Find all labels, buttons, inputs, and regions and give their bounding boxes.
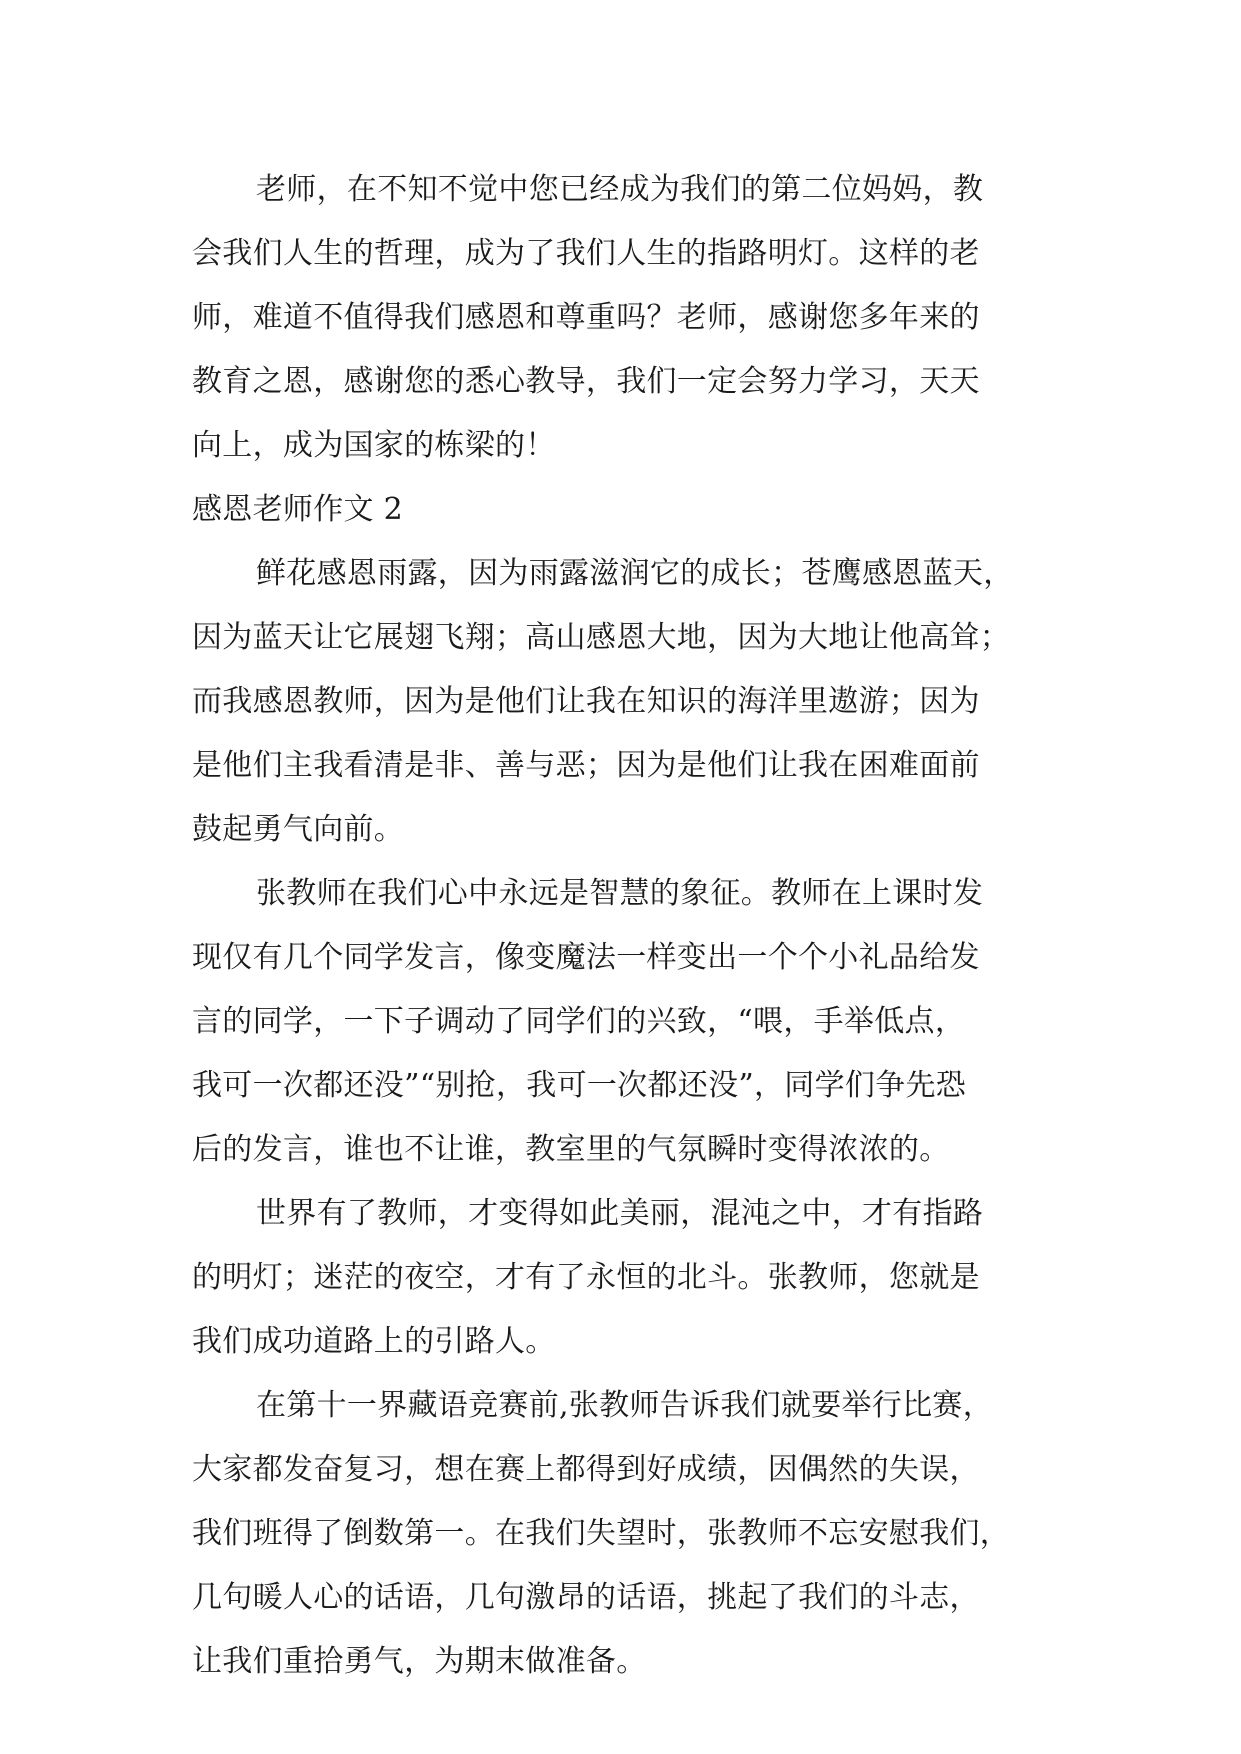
text-line: 老师，在不知不觉中您已经成为我们的第二位妈妈，教 xyxy=(256,172,984,207)
text-line: 世界有了教师，才变得如此美丽，混沌之中，才有指路 xyxy=(256,1196,984,1231)
text-line: 我可一次都还没”“别抢，我可一次都还没”，同学们争先恐 xyxy=(192,1068,967,1103)
text-line: 教育之恩，感谢您的悉心教导，我们一定会努力学习，天天 xyxy=(192,364,980,399)
text-line: 我们班得了倒数第一。在我们失望时，张教师不忘安慰我们， xyxy=(192,1516,1011,1551)
paragraph-2 xyxy=(192,542,1060,862)
document-body xyxy=(192,158,1060,1694)
text-line: 的明灯；迷茫的夜空，才有了永恒的北斗。张教师，您就是 xyxy=(192,1260,980,1295)
text-line: 师，难道不值得我们感恩和尊重吗？老师，感谢您多年来的 xyxy=(192,300,980,335)
text-line: 后的发言，谁也不让谁，教室里的气氛瞬时变得浓浓的。 xyxy=(192,1132,950,1167)
paragraph-1 xyxy=(192,158,1060,478)
text-line: 向上，成为国家的栋梁的！ xyxy=(192,428,556,463)
text-line: 我们成功道路上的引路人。 xyxy=(192,1324,556,1359)
paragraph-4 xyxy=(192,1182,1060,1374)
text-line: 几句暖人心的话语，几句激昂的话语，挑起了我们的斗志， xyxy=(192,1580,980,1615)
text-line: 在第十一界藏语竞赛前,张教师告诉我们就要举行比赛， xyxy=(256,1388,994,1423)
text-line: 而我感恩教师，因为是他们让我在知识的海洋里遨游；因为 xyxy=(192,684,980,719)
text-line: 鲜花感恩雨露，因为雨露滋润它的成长；苍鹰感恩蓝天， xyxy=(256,556,1014,591)
text-line: 鼓起勇气向前。 xyxy=(192,812,405,847)
paragraph-5 xyxy=(192,1374,1060,1694)
text-line: 现仅有几个同学发言，像变魔法一样变出一个个小礼品给发 xyxy=(192,940,980,975)
text-line: 大家都发奋复习，想在赛上都得到好成绩，因偶然的失误， xyxy=(192,1452,980,1487)
text-line: 是他们主我看清是非、善与恶；因为是他们让我在困难面前 xyxy=(192,748,980,783)
text-line: 言的同学，一下子调动了同学们的兴致，“喂，手举低点， xyxy=(192,1004,966,1039)
text-line: 会我们人生的哲理，成为了我们人生的指路明灯。这样的老 xyxy=(192,236,980,271)
paragraph-3 xyxy=(192,862,1060,1182)
text-line: 让我们重拾勇气，为期末做准备。 xyxy=(192,1644,647,1679)
text-line: 张教师在我们心中永远是智慧的象征。教师在上课时发 xyxy=(256,876,984,911)
section-heading: 感恩老师作文 2 xyxy=(192,492,404,527)
text-line: 因为蓝天让它展翅飞翔；高山感恩大地，因为大地让他高耸； xyxy=(192,620,1011,655)
